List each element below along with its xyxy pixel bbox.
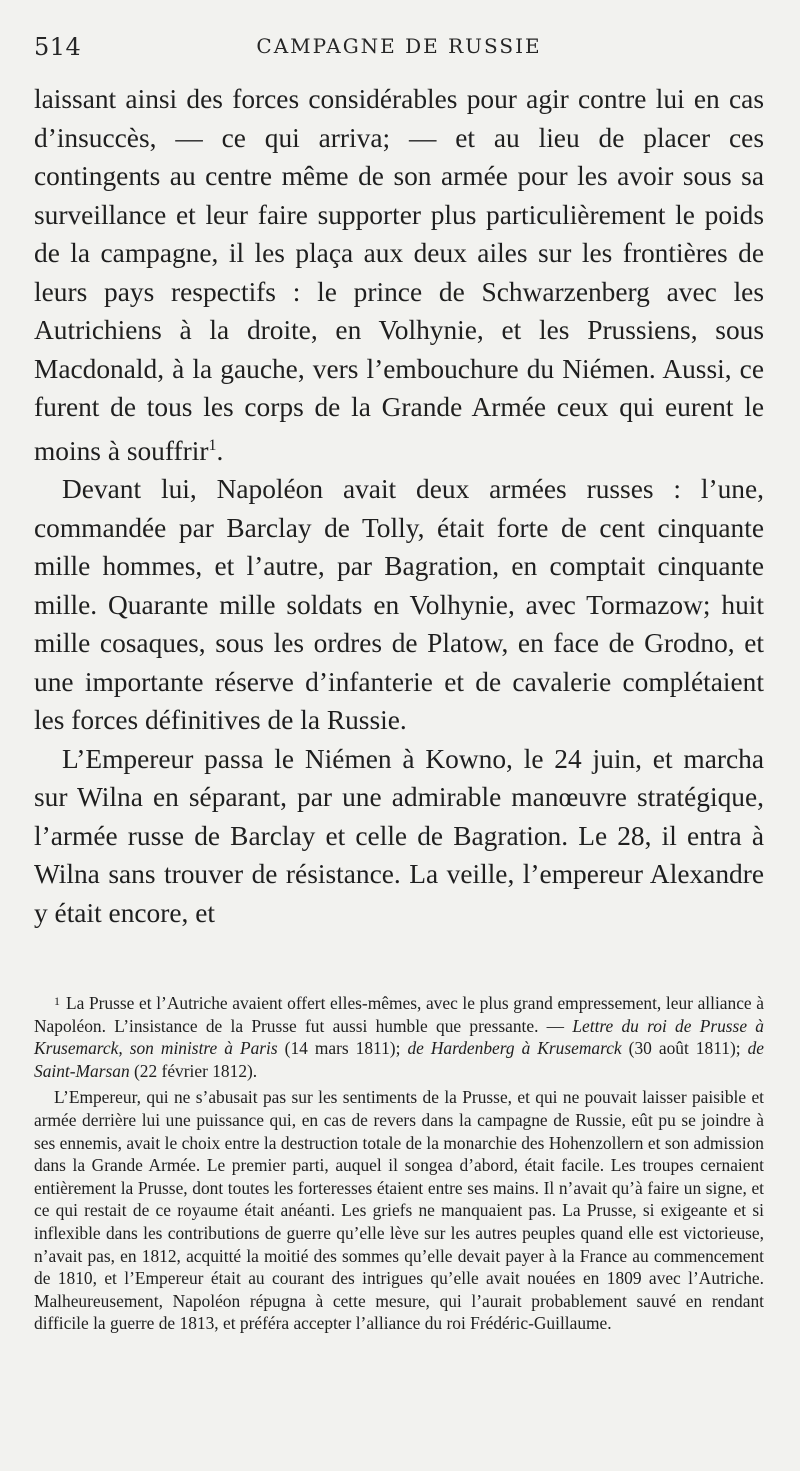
footnote-1-text-3: (30 août 1811); <box>628 1038 741 1059</box>
footnote-1-marker: 1 <box>54 994 60 1008</box>
paragraph-1-end: . <box>216 435 224 466</box>
footnote-1-citation-1: Lettre du roi de Prusse à Krusemarck, son ministre à Paris <box>34 1015 764 1059</box>
page-number: 514 <box>34 33 82 61</box>
footnote-continuation: L’Empereur, qui ne s’abusait pas sur les sentiments de la Prusse, et qui ne pouvait laisser paisible et armée derrière lui une puissance qui, en cas de revers dans la campagne de Russie, eût pu se joindre à ses ennemis, avait le choix entre la destruction totale de la monarchie des Hohenzollern et son admission dans la Grande Armée. Le premier parti, auquel il songea d’abord, était facile. Les troupes cernaient entièrement la Prusse, dont toutes les forteresses étaient entre ses mains. Il n’avait qu’à faire un signe, et ce qui restait de ce royaume était anéanti. Les griefs ne manquaient pas. La Prusse, si exigeante et si inflexible dans les contributions de guerre qu’elle lève sur les autres peuples quand elle est victorieuse, n’avait pas, en 1812, acquitté la moitié des sommes qu’elle devait payer à la France au commencement de 1810, et l’Empereur était au courant des intrigues qu’elle avait nouées en 1809 avec l’Autriche. Malheureusement, Napoléon répugna à cette mesure, qui l’aurait probablement sauvé en rendant difficile la guerre de 1813, et préféra accepter l’alliance du roi Frédéric-Guillaume. <box>34 1087 764 1334</box>
footnote-separator <box>34 960 764 961</box>
footnote-1-text-4: (22 février 1812). <box>134 1060 258 1081</box>
footnote-reference[interactable]: 1 <box>208 436 217 454</box>
paragraph-3: L’Empereur passa le Niémen à Kowno, le 24 juin, et marcha sur Wilna en séparant, par une admirable manœuvre stratégique, l’armée russe de Barclay et celle de Bagration. Le 28, il entra à Wilna sans trouver de résistance. La veille, l’empereur Alexandre y était encore, et <box>34 743 764 928</box>
footnote-1-text-2: (14 mars 1811); <box>284 1038 401 1059</box>
paragraph-2: Devant lui, Napoléon avait deux armées russes : l’une, commandée par Barclay de Tolly, était forte de cent cinquante mille hommes, et l’autre, par Bagration, en comptait cinquante mille. Quarante mille soldats en Volhynie, avec Tormazow; huit mille cosaques, sous les ordres de Platow, en face de Grodno, et une importante réserve d’infanterie et de cavalerie complétaient les forces définitives de la Russie. <box>34 474 764 735</box>
footnote-1-text-1: La Prusse et l’Autriche avaient offert elles-mêmes, avec le plus grand empressement, leur alliance à Napoléon. L’insistance de la Prusse fut aussi humble que pressante. — <box>34 993 764 1036</box>
running-header <box>34 30 764 66</box>
running-title: CAMPAGNE DE RUSSIE <box>256 34 542 58</box>
footnotes-section <box>34 990 764 1335</box>
footnote-1-citation-3: de Saint-Marsan <box>34 1038 765 1081</box>
main-text <box>34 80 764 932</box>
footnote-1 <box>34 990 764 1082</box>
paragraph-1 <box>34 80 764 470</box>
footnote-1-citation-2: de Hardenberg à Krusemarck <box>407 1038 622 1059</box>
paragraph-1-text: laissant ainsi des forces considérables pour agir contre lui en cas d’insuccès, — ce qui arriva; — et au lieu de placer ces contingents au centre même de son armée pour les avoir sous sa surveillance et leur faire supporter plus particulièrement le poids de la campagne, il les plaça aux deux ailes sur les frontières de leurs pays respectifs : le prince de Schwarzenberg avec les Autrichiens à la droite, en Volhynie, et les Prussiens, sous Macdonald, à la gauche, vers l’embouchure du Niémen. Aussi, ce furent de tous les corps de la Grande Armée ceux qui eurent le moins à souffrir <box>34 84 764 466</box>
